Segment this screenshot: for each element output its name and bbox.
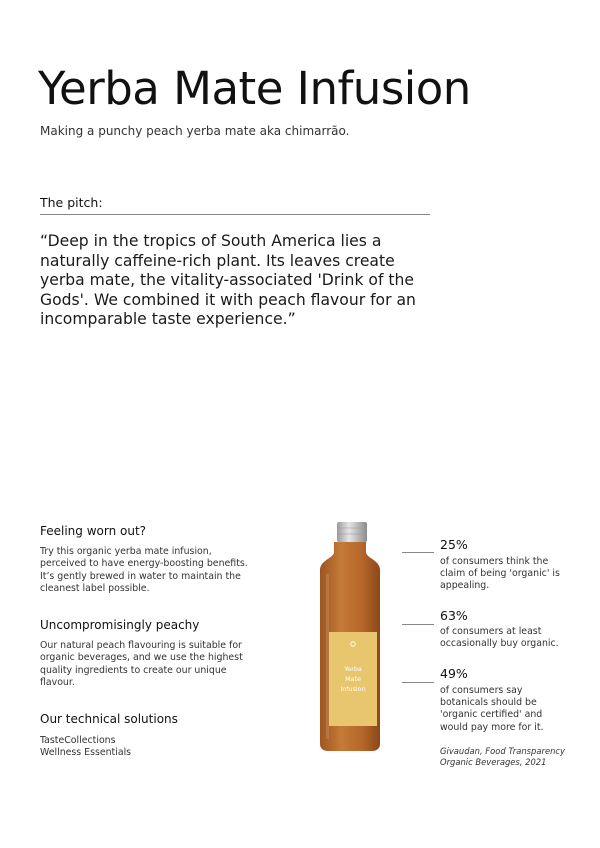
bottle-illustration [318, 522, 382, 752]
stat-connector-line [402, 552, 434, 553]
section-heading-peachy: Uncompromisingly peachy [40, 618, 200, 632]
stat-percent: 49% [440, 666, 468, 681]
technical-solutions-list [40, 735, 260, 760]
pitch-divider [40, 214, 430, 215]
section-body-worn-out: Try this organic yerba mate infusion, perceived to have energy-boosting benefits. It’s gently brewed in water to maintain the cleanest label possible. [40, 546, 248, 595]
section-heading-technical: Our technical solutions [40, 712, 178, 726]
bottle-cap [337, 522, 367, 542]
stat-description: of consumers say botanicals should be 'organic certified' and would pay more for it. [440, 685, 544, 733]
bottle-label-line: Mate [345, 675, 361, 683]
pitch-quote: “Deep in the tropics of South America lies a naturally caffeine-rich plant. Its leaves create yerba mate, the vitality-associated 'Drink of the Gods'. We combined it with peach flavour for an incomparable taste experience.” [40, 232, 416, 328]
page-title: Yerba Mate Infusion [38, 62, 471, 115]
stat-percent: 63% [440, 608, 468, 623]
stat-description: of consumers think the claim of being 'organic' is appealing. [440, 556, 560, 592]
source-line: Organic Beverages, 2021 [440, 757, 547, 767]
pitch-label: The pitch: [40, 195, 103, 210]
source-line: Givaudan, Food Transparency [440, 746, 565, 756]
page-subtitle: Making a punchy peach yerba mate aka chimarrão. [40, 124, 350, 138]
stat-connector-line [402, 624, 434, 625]
bottle-label-line: Yerba [344, 665, 362, 673]
stat-percent: 25% [440, 537, 468, 552]
bottle-label-line: Infusion [340, 685, 366, 693]
section-body-peachy: Our natural peach flavouring is suitable for organic beverages, and we use the highest quality ingredients to create our unique flavour. [40, 640, 243, 689]
stat-connector-line [402, 682, 434, 683]
source-citation [440, 746, 580, 768]
stat-description: of consumers at least occasionally buy organic. [440, 626, 559, 650]
technical-solution-item: Wellness Essentials [40, 747, 132, 759]
technical-solution-item: TasteCollections [40, 735, 116, 746]
section-heading-worn-out: Feeling worn out? [40, 524, 147, 538]
